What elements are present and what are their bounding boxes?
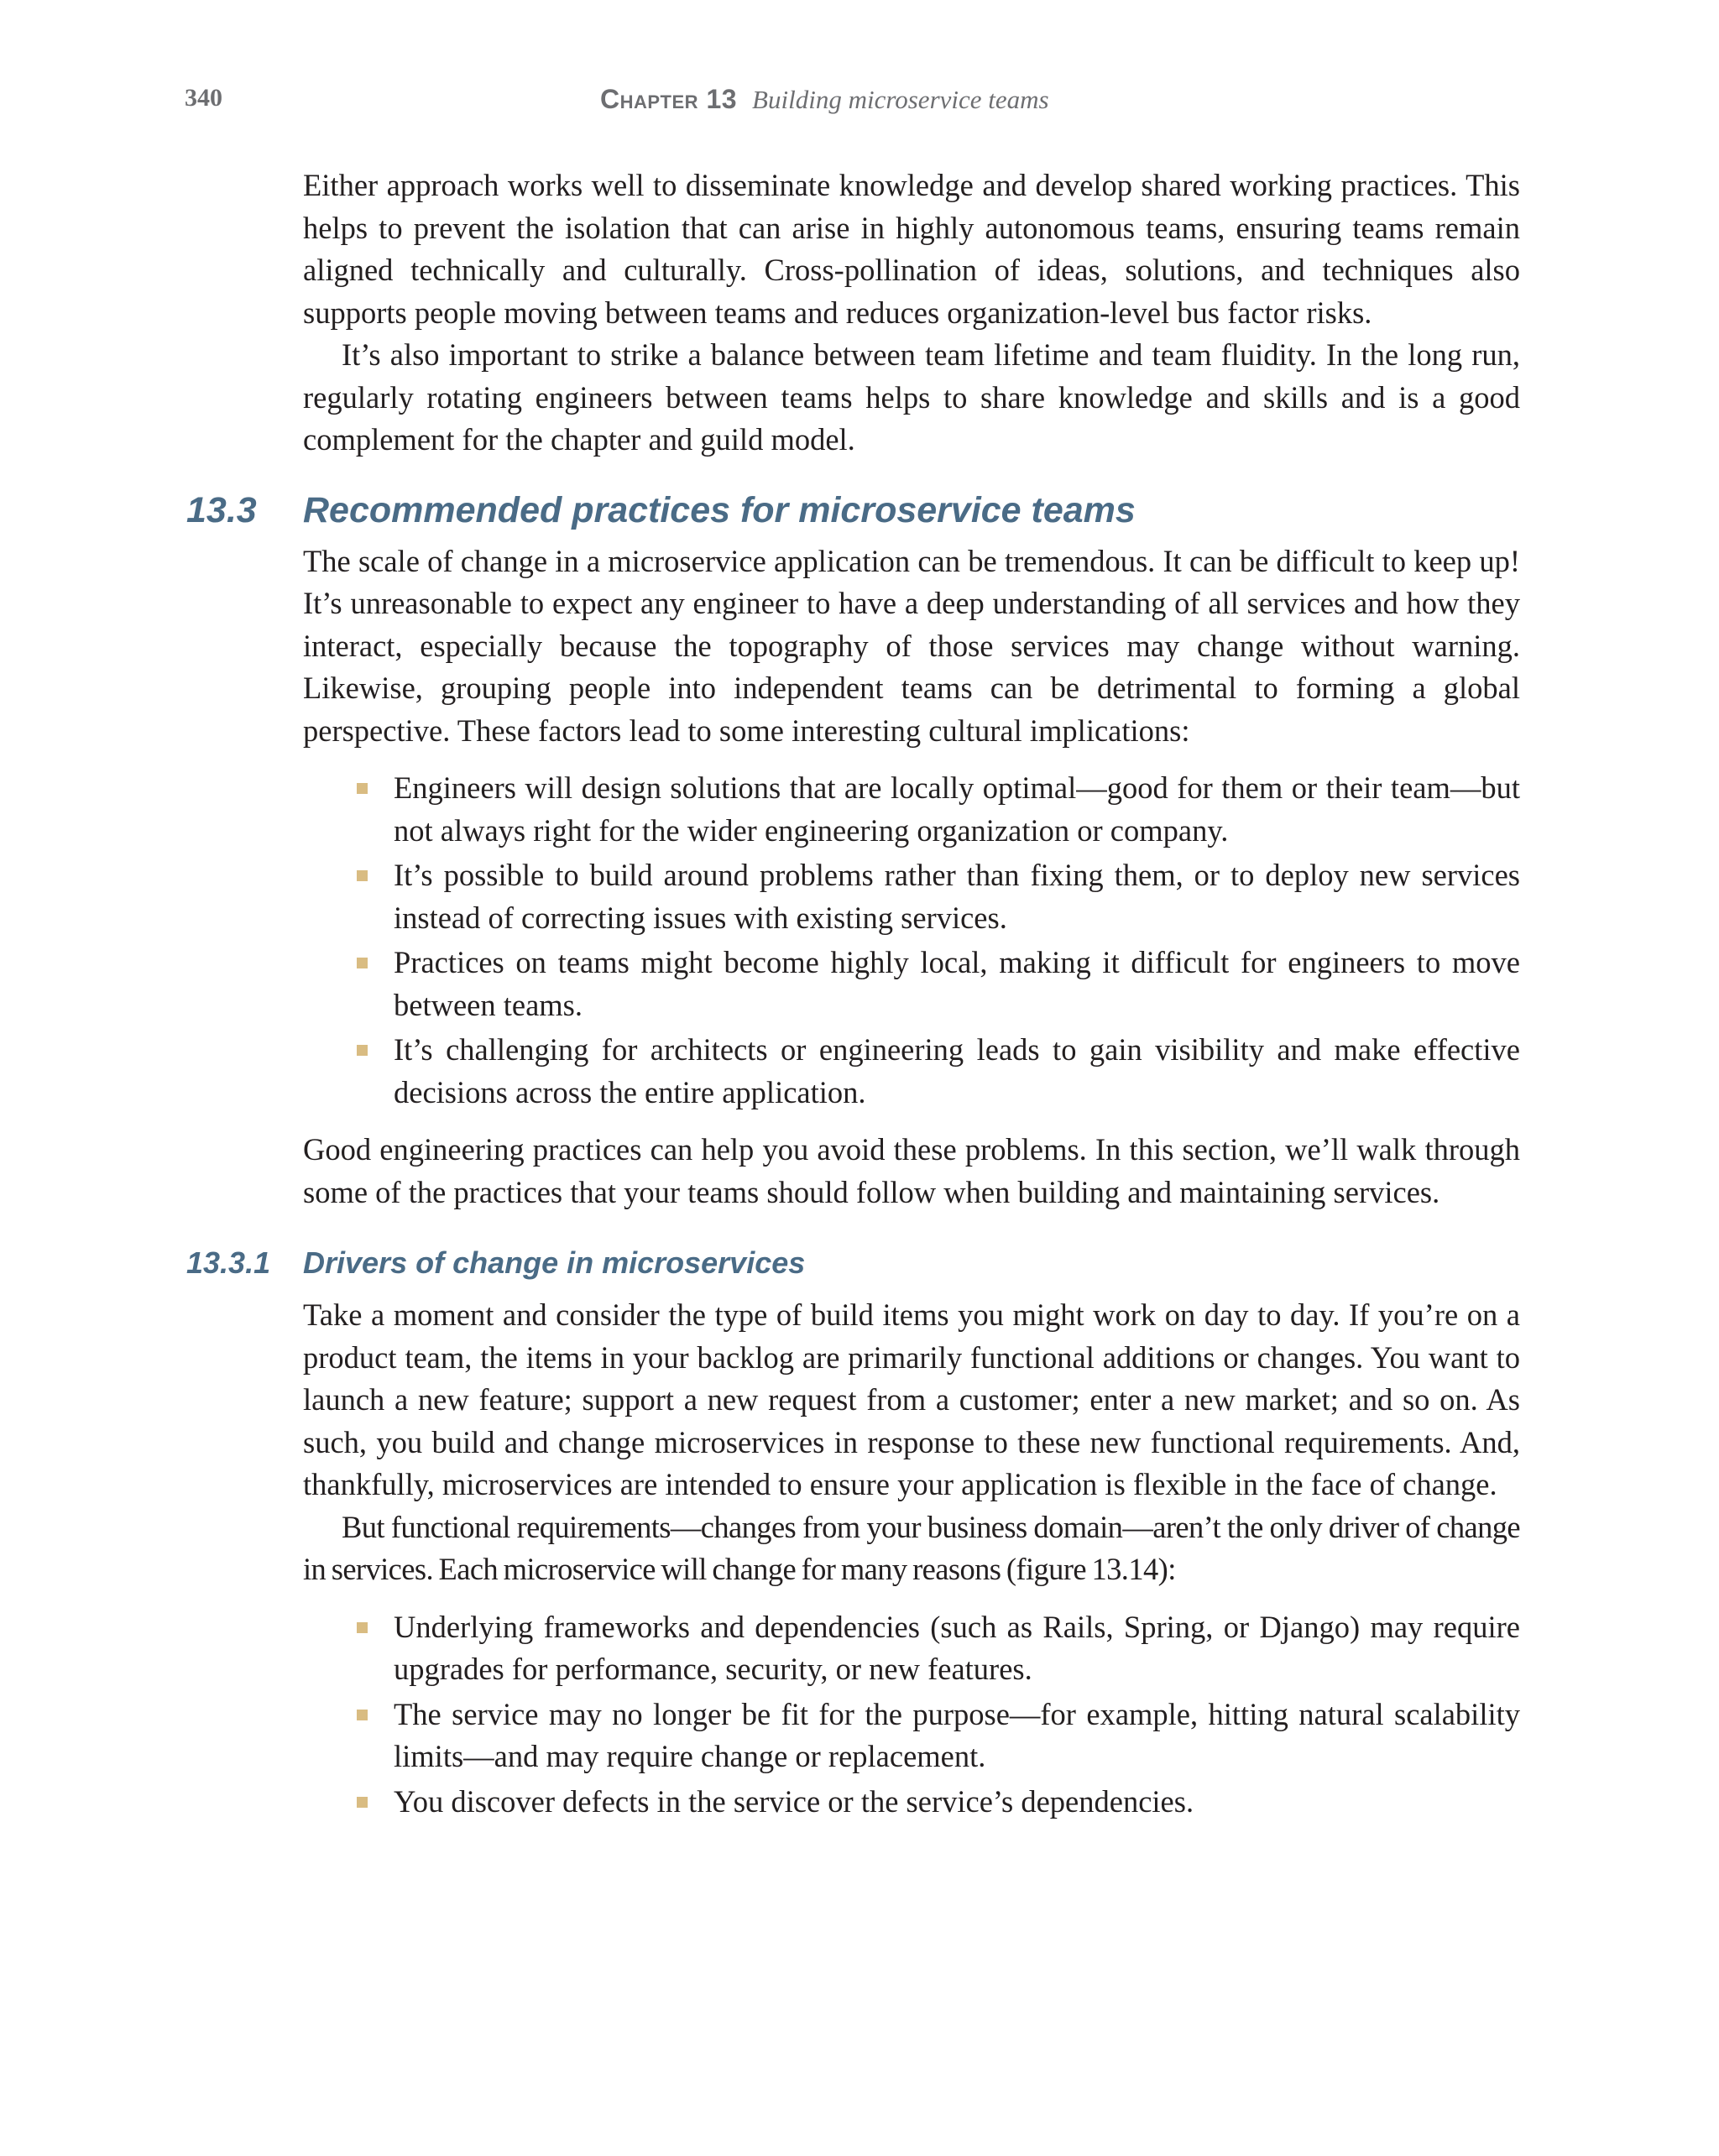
square-bullet-icon xyxy=(357,1045,368,1056)
list-item: It’s possible to build around problems rather than fixing them, or to deploy new services instead of correcting issues with existing services. xyxy=(394,854,1520,939)
subsection-number: 13.3.1 xyxy=(186,1245,271,1280)
chapter-title: Building microservice teams xyxy=(752,85,1049,114)
cultural-implications-list xyxy=(303,767,1520,1114)
list-item: Underlying frameworks and dependencies (such as Rails, Spring, or Django) may require upgrades for performance, security, or new features. xyxy=(394,1606,1520,1691)
list-item: Practices on teams might become highly local, making it difficult for engineers to move between teams. xyxy=(394,942,1520,1026)
square-bullet-icon xyxy=(357,1710,368,1720)
section-13-3-1-paragraph-1: Take a moment and consider the type of build items you might work on day to day. If you’re on a product team, the items in your backlog are primarily functional additions or changes. You want to launch a new feature; support a new request from a customer; enter a new market; and so on. As such, you build and change microservices in response to these new functional requirements. And, thankfully, microservices are intended to ensure your application is flexible in the face of change. xyxy=(303,1297,1520,1501)
page-content xyxy=(186,164,1520,1838)
section-title: Recommended practices for microservice teams xyxy=(303,489,1136,530)
square-bullet-icon xyxy=(357,1797,368,1808)
intro-paragraph-1: Either approach works well to disseminate knowledge and develop shared working practices. This helps to prevent the isolation that can arise in highly autonomous teams, ensuring teams remain aligned technically and culturally. Cross-pollination of ideas, solutions, and techniques also supports people moving between teams and reduces organization-level bus factor risks. xyxy=(303,168,1520,330)
list-item: The service may no longer be fit for the purpose—for example, hitting natural scalability limits—and may require change or replacement. xyxy=(394,1694,1520,1778)
section-heading-13-3-1 xyxy=(186,1242,1520,1284)
square-bullet-icon xyxy=(357,958,368,968)
square-bullet-icon xyxy=(357,870,368,881)
running-head xyxy=(185,84,1528,126)
list-item: You discover defects in the service or the service’s dependencies. xyxy=(394,1781,1520,1824)
page-number: 340 xyxy=(185,84,222,112)
drivers-of-change-list xyxy=(303,1606,1520,1824)
section-13-3-paragraph-1: The scale of change in a microservice application can be tremendous. It can be difficult to keep up! It’s unreasonable to expect any engineer to have a deep understanding of all services and how they interact, especially because the topography of those services may change without warning. Likewise, grouping people into independent teams can be detrimental to forming a global perspective. These factors lead to some interesting cultural implications: xyxy=(303,543,1520,748)
section-heading-13-3 xyxy=(186,487,1520,534)
section-13-3-paragraph-2: Good engineering practices can help you avoid these problems. In this section, we’ll walk through some of the practices that your teams should follow when building and maintaining services. xyxy=(303,1132,1520,1209)
chapter-heading xyxy=(600,84,1049,115)
chapter-label: Chapter 13 xyxy=(600,84,738,114)
list-item: Engineers will design solutions that are locally optimal—good for them or their team—but not always right for the wider engineering organization or company. xyxy=(394,767,1520,852)
subsection-title: Drivers of change in microservices xyxy=(303,1245,806,1280)
square-bullet-icon xyxy=(357,783,368,794)
intro-paragraph-2: It’s also important to strike a balance between team lifetime and team fluidity. In the long run, regularly rotating engineers between teams helps to share knowledge and skills and is a good complement for the chapter and guild model. xyxy=(303,337,1520,457)
section-13-3-1-paragraph-2: But functional requirements—changes from your business domain—aren’t the only driver of change in services. Each microservice will change for many reasons (figure 13.14): xyxy=(303,1509,1520,1586)
list-item: It’s challenging for architects or engineering leads to gain visibility and make effective decisions across the entire application. xyxy=(394,1029,1520,1114)
square-bullet-icon xyxy=(357,1622,368,1633)
section-number: 13.3 xyxy=(186,489,257,530)
